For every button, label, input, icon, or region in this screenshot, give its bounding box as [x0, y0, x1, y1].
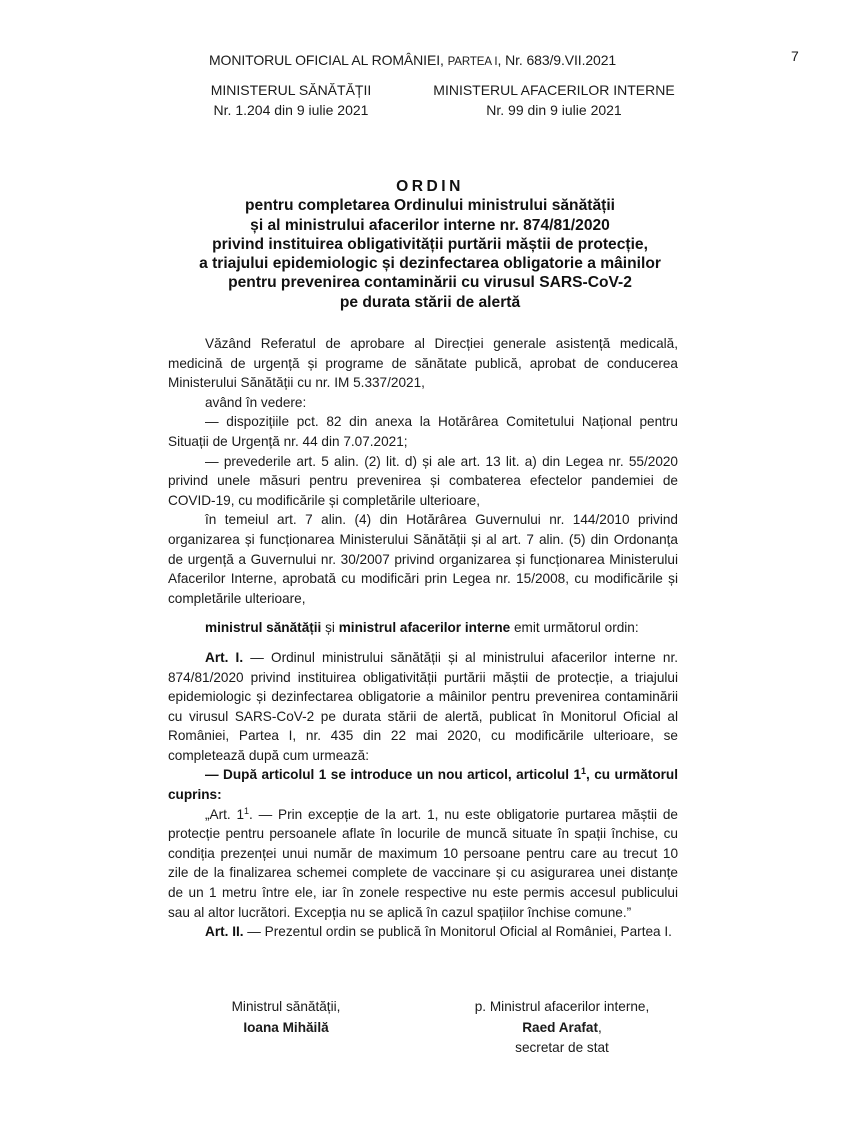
- running-header: [209, 52, 616, 68]
- publication-part: PARTEA I: [447, 56, 498, 68]
- article-1-text: — Ordinul ministrului sănătății și al ministrului afacerilor interne nr. 874/81/2020 privind instituirea obligativității purtării măștii de protecție, a triajului epidemiologic și dezinfectarea obligatorie a mâinilor pentru prevenirea contaminării cu virusul SARS-CoV-2 pe durata stării de alertă, publicat în Monitorul Oficial al României, Partea I, nr. 435 din 22 mai 2020, cu modificările ulterioare, se completează după cum urmează:: [168, 649, 679, 763]
- preamble-provision-2: — prevederile art. 5 alin. (2) lit. d) și ale art. 13 lit. a) din Legea nr. 55/2020 privind unele măsuri pentru prevenirea și combaterea efectelor pandemiei de COVID-19, cu modificările și completările ulterioare,: [168, 453, 678, 508]
- enacting-conjunction: și: [321, 620, 339, 636]
- signature-name: Ioana Mihăilă: [243, 1019, 329, 1035]
- issuer-number: Nr. 1.204 din 9 iulie 2021: [213, 102, 369, 118]
- title-line: privind instituirea obligativității purtării măștii de protecție,: [212, 235, 648, 253]
- title-line: pentru prevenirea contaminării cu virusul SARS-CoV-2: [228, 274, 632, 292]
- issuer-number: Nr. 99 din 9 iulie 2021: [486, 102, 622, 118]
- preamble-referat: Văzând Referatul de aprobare al Direcției generale asistență medicală, medicină de urgență și programe de sănătate publică, aprobat de conducerea Ministerului Sănătății cu nr. IM 5.337/2021,: [168, 336, 678, 391]
- title-line: și al ministrului afacerilor interne nr. 874/81/2020: [250, 216, 610, 234]
- superscript: 1: [581, 766, 587, 777]
- document-body: [168, 334, 678, 942]
- article-1-label: Art. I.: [205, 649, 244, 665]
- article-2-label: Art. II.: [205, 924, 244, 940]
- title-line: pentru completarea Ordinului ministrului sănătății: [245, 197, 615, 215]
- enacting-clause: [168, 618, 678, 638]
- page-number: 7: [791, 48, 799, 64]
- issuer-ministry-health: [196, 80, 386, 120]
- signature-name-suffix: ,: [598, 1019, 602, 1035]
- title-line: pe durata stării de alertă: [339, 293, 521, 311]
- publication-issue: , Nr. 683/9.VII.2021: [497, 52, 617, 68]
- article-1-1-label: „Art. 1: [205, 806, 245, 822]
- title-line: a triajului epidemiologic și dezinfectarea obligatorie a mâinilor: [199, 255, 661, 273]
- enacting-minister-1: ministrul sănătății: [205, 620, 322, 636]
- article-1-1: [168, 805, 678, 923]
- issuer-name: MINISTERUL SĂNĂTĂȚII: [210, 82, 372, 98]
- signature-title: p. Ministrul afacerilor interne,: [474, 999, 650, 1014]
- preamble-legal-basis: în temeiul art. 7 alin. (4) din Hotărârea Guvernului nr. 144/2010 privind organizarea și funcționarea Ministerului Sănătății și al art. 7 alin. (5) din Ordonanța de urgență a Guvernului nr. 30/2007 privind organizarea și funcționarea Ministerului Afacerilor Interne, aprobată cu modificări prin Legea nr. 15/2008, cu modificările și completările ulterioare,: [168, 512, 678, 606]
- publication-name: MONITORUL OFICIAL AL ROMÂNIEI,: [209, 52, 448, 68]
- superscript: 1: [244, 805, 250, 816]
- article-1: [168, 648, 678, 766]
- signature-minister-interior: [432, 997, 692, 1059]
- article-1-1-text: . — Prin excepție de la art. 1, nu este obligatorie purtarea măștii de protecție pentru persoanele aflate în locurile de muncă situate în spații închise, cu condiția prezenței unui număr de maximum 10 persoane pentru care au trecut 10 zile de la finalizarea schemei complete de vaccinare și cu asigurarea unei distanțe de un 1 metru între ele, iar în zonele respective nu este permis accesul publicului sau al altor lucrători. Excepția nu se aplică în cazul spațiilor închise comune.”: [168, 806, 678, 920]
- issuer-name: MINISTERUL AFACERILOR INTERNE: [433, 82, 675, 98]
- preamble-having-regard: având în vedere:: [205, 394, 307, 410]
- enacting-rest: emit următorul ordin:: [510, 620, 639, 636]
- signature-name: Raed Arafat: [522, 1019, 598, 1035]
- preamble-provision-1: — dispozițiile pct. 82 din anexa la Hotărârea Comitetului Național pentru Situații de Urgență nr. 44 din 7.07.2021;: [168, 414, 678, 449]
- signature-role: secretar de stat: [515, 1040, 609, 1055]
- article-2-text: — Prezentul ordin se publică în Monitorul Oficial al României, Partea I.: [243, 924, 672, 940]
- amendment-text: — După articolul 1 se introduce un nou articol, articolul 1: [205, 767, 582, 783]
- article-2: [168, 922, 678, 942]
- issuer-ministry-interior: [420, 80, 688, 120]
- amendment-instruction: [168, 765, 678, 804]
- amendment-text-end: , cu următorul cuprins:: [168, 767, 678, 803]
- title-heading: ORDIN: [396, 178, 464, 195]
- enacting-minister-2: ministrul afacerilor interne: [338, 620, 511, 636]
- signature-minister-health: [191, 997, 381, 1038]
- signature-title: Ministrul sănătății,: [231, 999, 341, 1014]
- document-title: [150, 177, 710, 312]
